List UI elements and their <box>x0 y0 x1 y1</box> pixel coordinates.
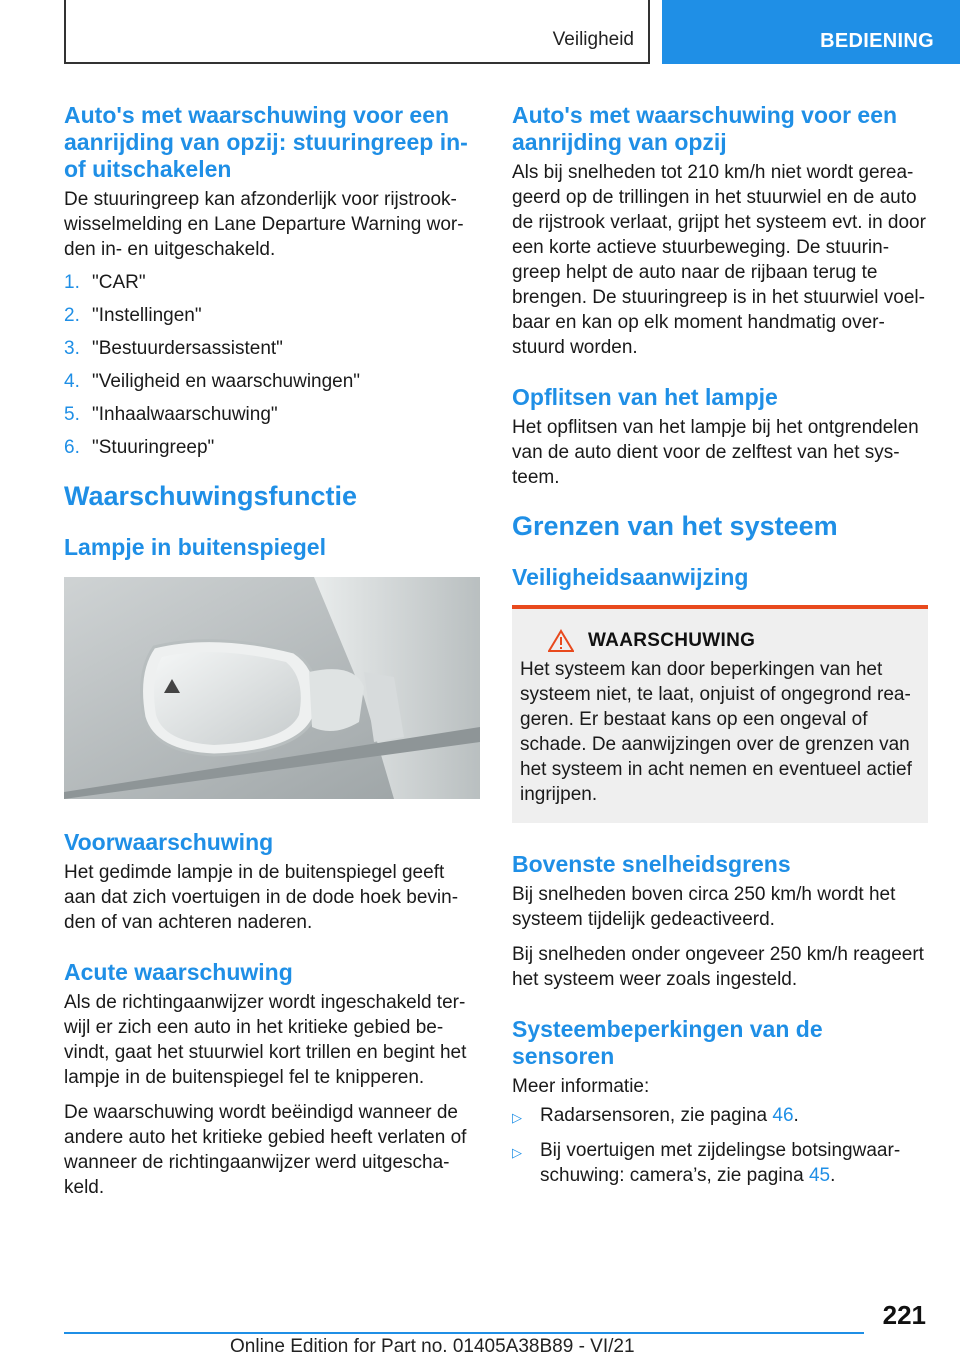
heading-pre-warning: Voorwaarschuwing <box>64 829 274 855</box>
lamp-flash-paragraph: Het opflitsen van het lampje bij het ontgrendelen van de auto dient voor de zelftest van het systeem. <box>512 417 919 488</box>
warning-title: WAARSCHUWING <box>588 630 756 651</box>
step-text: "Bestuurdersassistent" <box>92 338 283 359</box>
reference-list <box>512 1103 928 1188</box>
header-section-title: Veiligheid <box>552 29 634 50</box>
footer-edition: Online Edition for Part no. 01405A38B89 - VI/21 <box>230 1336 635 1357</box>
page-link[interactable]: 45 <box>808 1165 831 1186</box>
step-number: 5. <box>64 404 80 425</box>
bullet-end: . <box>793 1105 799 1126</box>
header-chapter-title: BEDIENING <box>820 30 934 52</box>
warning-triangle-icon <box>548 629 574 653</box>
step-text: "Stuuringreep" <box>92 437 215 458</box>
acute-warning-paragraph-2: De waarschuwing wordt beëindigd wanneer de andere auto het kritieke gebied heeft verlaten of wanneer de richtingaanwijzer werd uitgeschakeld. <box>64 1102 467 1198</box>
header-chapter-tab <box>662 0 960 64</box>
list-item <box>64 270 480 295</box>
upper-speed-paragraph-1: Bij snelheden boven circa 250 km/h wordt het systeem tijdelijk gedeactiveerd. <box>512 884 896 930</box>
heading-lamp-flash: Opflitsen van het lampje <box>512 384 778 410</box>
step-text: "Instellingen" <box>92 305 202 326</box>
step-text: "Veiligheid en waarschuwingen" <box>92 371 361 392</box>
list-item <box>512 1138 928 1188</box>
step-number: 4. <box>64 371 80 392</box>
heading-sensor-limits: Systeembeperkingen van de sensoren <box>512 1016 823 1069</box>
warning-box <box>512 605 928 823</box>
step-number: 2. <box>64 305 80 326</box>
bullet-triangle-icon: ▷ <box>512 1110 522 1125</box>
step-number: 1. <box>64 272 80 293</box>
acute-warning-paragraph-1: Als de richtingaanwijzer wordt ingeschakeld terwijl er zich een auto in het kritieke gebied bevindt, gaat het stuurwiel kort trillen en begint het lampje in de buitenspiegel fel te knipperen. <box>64 992 467 1088</box>
step-text: "Inhaalwaarschuwing" <box>92 404 278 425</box>
left-column <box>64 100 480 1200</box>
steps-list <box>64 270 480 460</box>
bullet-content <box>540 1103 799 1130</box>
step-number: 6. <box>64 437 80 458</box>
list-item <box>64 369 480 394</box>
right-column <box>512 100 928 1196</box>
side-collision-paragraph: Als bij snelheden tot 210 km/h niet wordt gereageerd op de trillingen in het stuurwiel en de auto de rijstrook verlaat, grijpt het systeem evt. in door een korte actieve stuurbeweging. De stuuringreep helpt de auto naar de rijbaan terug te brengen. De stuuringreep is in het stuurwiel voelbaar en kan op elk moment handmatig overstuurd worden. <box>512 162 926 358</box>
bullet-text: Radarsensoren, zie pagina <box>540 1105 773 1126</box>
heading-mirror-lamp: Lampje in buitenspiegel <box>64 534 326 560</box>
bullet-triangle-icon: ▷ <box>512 1145 522 1160</box>
list-item <box>64 336 480 361</box>
pre-warning-paragraph: Het gedimde lampje in de buitenspiegel geeft aan dat zich voertuigen in de dode hoek bevinden of van achteren naderen. <box>64 862 459 933</box>
more-info-label: Meer informatie: <box>512 1076 650 1097</box>
heading-system-limits: Grenzen van het systeem <box>512 511 838 541</box>
step-text: "CAR" <box>92 272 146 293</box>
intro-paragraph: De stuuringreep kan afzonderlijk voor rijstrookwisselmelding en Lane Departure Warning worden in- en uitgeschakeld. <box>64 189 464 260</box>
mirror-figure <box>64 577 480 799</box>
heading-warning-function: Waarschuwingsfunctie <box>64 481 358 511</box>
bullet-content <box>540 1138 928 1188</box>
heading-safety-note: Veiligheidsaanwijzing <box>512 564 749 590</box>
upper-speed-paragraph-2: Bij snelheden onder ongeveer 250 km/h reageert het systeem weer zoals ingesteld. <box>512 944 924 990</box>
warning-text: Het systeem kan door beperkingen van het systeem niet, te laat, onjuist of ongegrond reageren. Er bestaat kans op een ongeval of schade. De aanwijzingen over de grenzen van het systeem in acht nemen en eventueel actief ingrijpen. <box>520 659 912 805</box>
side-mirror-illustration <box>64 577 480 799</box>
heading-acute-warning: Acute waarschuwing <box>64 959 293 985</box>
page-number: 221 <box>882 1300 926 1330</box>
list-item <box>64 303 480 328</box>
page-link[interactable]: 46 <box>772 1105 794 1126</box>
footer-divider <box>64 1332 864 1334</box>
bullet-end: . <box>830 1165 836 1186</box>
header-section-box <box>64 0 650 64</box>
heading-side-collision: Auto's met waarschuwing voor een aanrijding van opzij <box>512 102 898 155</box>
heading-upper-speed-limit: Bovenste snelheidsgrens <box>512 851 791 877</box>
step-number: 3. <box>64 338 80 359</box>
list-item <box>512 1103 928 1130</box>
warning-header <box>520 629 920 653</box>
list-item <box>64 435 480 460</box>
heading-steering-toggle: Auto's met waarschuwing voor een aanrijding van opzij: stuuringreep in- of uitschakelen <box>64 102 468 182</box>
bullet-text: Bij voertuigen met zijdelingse botsingwaarschuwing: camera’s, zie pagina <box>540 1140 901 1186</box>
list-item <box>64 402 480 427</box>
